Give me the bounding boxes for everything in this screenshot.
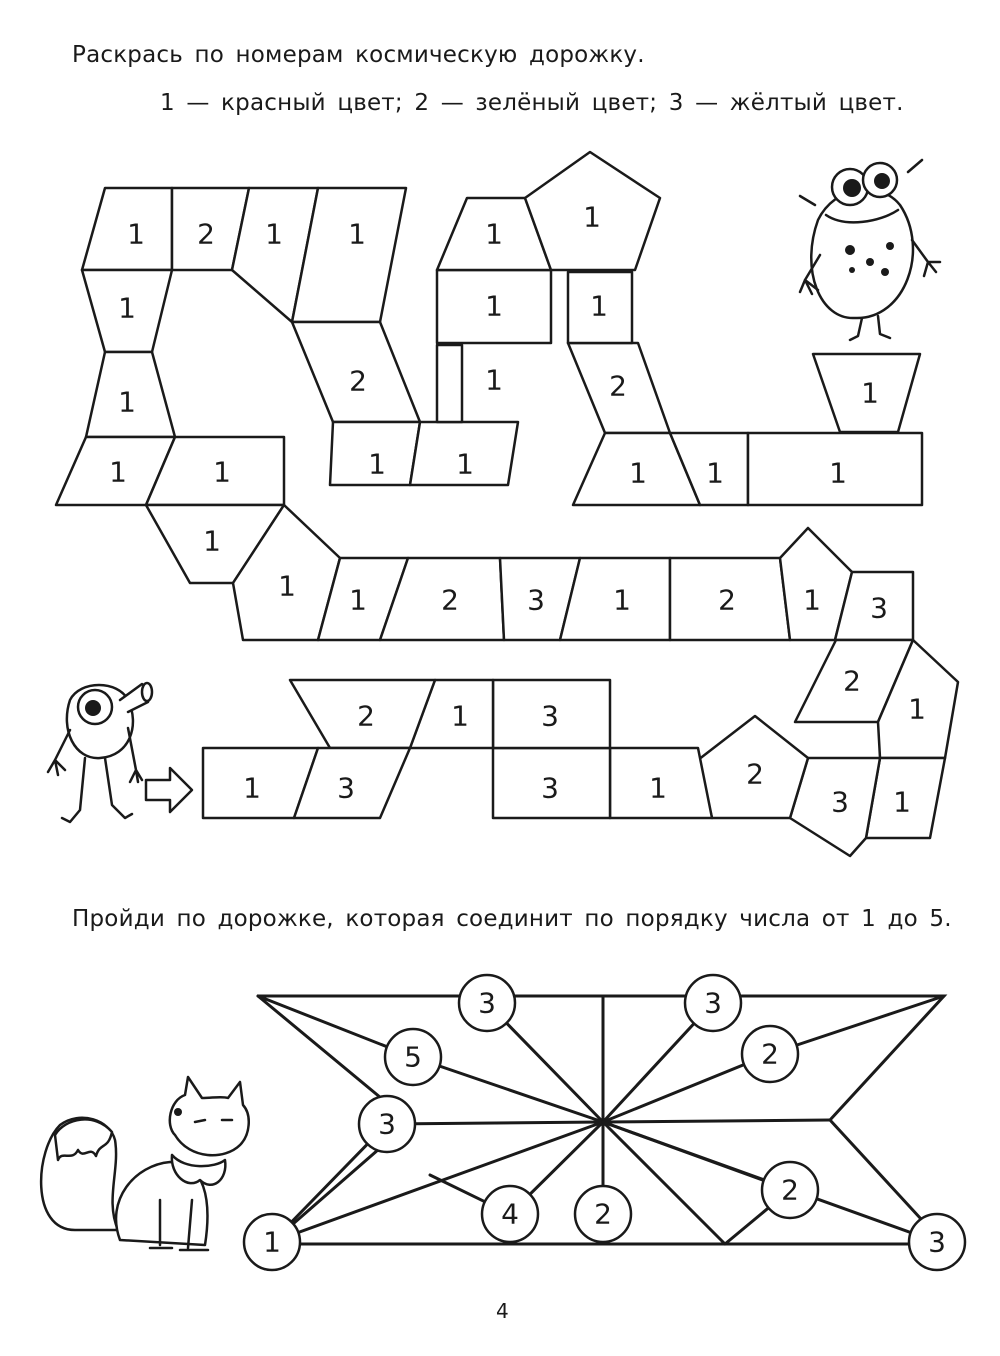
- coloring-instruction: Раскрась по номерам космическую дорожку.: [72, 42, 645, 68]
- path-cell-number: 1: [451, 699, 469, 733]
- path-cell[interactable]: [86, 352, 175, 437]
- path-cell-number: 1: [590, 289, 608, 323]
- path-cell[interactable]: [748, 433, 922, 505]
- maze-node-number: 3: [478, 986, 496, 1020]
- path-cell-number: 1: [485, 363, 503, 397]
- path-cell-number: 1: [265, 217, 283, 251]
- path-cell-number: 1: [908, 692, 926, 726]
- path-cell[interactable]: [568, 343, 670, 433]
- path-cell[interactable]: [698, 716, 808, 818]
- path-cell-number: 1: [861, 376, 879, 410]
- path-cell-number: 2: [718, 583, 736, 617]
- maze-node[interactable]: [909, 1214, 965, 1270]
- path-cell-number: 1: [368, 447, 386, 481]
- frog-alien-icon: [800, 160, 940, 340]
- path-cell-shape[interactable]: [437, 345, 462, 422]
- path-cell-number: 1: [278, 569, 296, 603]
- page-number: 4: [496, 1299, 509, 1323]
- path-cell-number: 2: [843, 664, 861, 698]
- maze-node-number: 3: [704, 986, 722, 1020]
- path-cell-number: 1: [485, 217, 503, 251]
- path-cell[interactable]: [410, 422, 518, 485]
- path-cell-number: 1: [893, 785, 911, 819]
- path-cell-number: 3: [831, 785, 849, 819]
- path-cell[interactable]: [670, 558, 790, 640]
- path-cell-number: 3: [541, 699, 559, 733]
- maze-node[interactable]: [482, 1186, 538, 1242]
- path-cell-number: 1: [213, 455, 231, 489]
- path-cell-number: 1: [348, 217, 366, 251]
- path-cell[interactable]: [290, 680, 435, 748]
- path-cell[interactable]: [292, 322, 420, 422]
- maze-node-number: 2: [761, 1037, 779, 1071]
- maze-node[interactable]: [459, 975, 515, 1031]
- path-cell-number: 1: [127, 217, 145, 251]
- one-eyed-alien-icon: [48, 683, 152, 822]
- path-cell-number: 3: [870, 591, 888, 625]
- path-cell-number: 1: [349, 583, 367, 617]
- path-cell-number: 2: [746, 757, 764, 791]
- path-cell-number: 1: [456, 447, 474, 481]
- path-cell-number: 1: [118, 385, 136, 419]
- path-cell-number: 1: [649, 771, 667, 805]
- fox-icon: [41, 1077, 249, 1250]
- path-cell[interactable]: [493, 680, 610, 748]
- start-arrow-icon: [146, 768, 192, 812]
- path-cell-number: 1: [629, 456, 647, 490]
- path-cell[interactable]: [437, 270, 551, 343]
- path-cell[interactable]: [560, 558, 670, 640]
- maze-node-number: 2: [594, 1197, 612, 1231]
- path-cell-number: 2: [197, 217, 215, 251]
- path-cell[interactable]: [610, 748, 712, 818]
- path-cell-number: 1: [485, 289, 503, 323]
- path-cell-number: 3: [527, 583, 545, 617]
- path-cell[interactable]: [525, 152, 660, 270]
- maze-node[interactable]: [359, 1096, 415, 1152]
- maze-instruction: Пройди по дорожке, которая соединит по порядку числа от 1 до 5.: [72, 906, 952, 932]
- path-cell-number: 2: [441, 583, 459, 617]
- maze-node[interactable]: [575, 1186, 631, 1242]
- maze-node-number: 1: [263, 1225, 281, 1259]
- path-cell-number: 1: [243, 771, 261, 805]
- path-cell[interactable]: [568, 272, 632, 343]
- maze-node[interactable]: [742, 1026, 798, 1082]
- maze-node[interactable]: [385, 1029, 441, 1085]
- path-cell-number: 1: [613, 583, 631, 617]
- maze-node[interactable]: [685, 975, 741, 1031]
- path-cell-number: 1: [118, 291, 136, 325]
- path-cell-number: 2: [609, 369, 627, 403]
- path-cell-number: 1: [829, 456, 847, 490]
- maze-node[interactable]: [762, 1162, 818, 1218]
- path-cell[interactable]: [330, 422, 420, 485]
- path-cell-number: 2: [357, 699, 375, 733]
- color-key: 1 — красный цвет; 2 — зелёный цвет; 3 — жёлтый цвет.: [160, 90, 904, 116]
- maze-node-number: 3: [378, 1107, 396, 1141]
- path-cell[interactable]: [82, 270, 172, 352]
- path-cell[interactable]: [813, 354, 920, 432]
- path-cell-number: 3: [541, 771, 559, 805]
- path-cell[interactable]: [82, 188, 172, 270]
- path-cell-number: 1: [803, 583, 821, 617]
- path-cell[interactable]: [493, 748, 610, 818]
- path-cell-number: 3: [337, 771, 355, 805]
- maze-node-number: 4: [501, 1197, 519, 1231]
- maze-node-number: 2: [781, 1173, 799, 1207]
- maze-node[interactable]: [244, 1214, 300, 1270]
- path-cell-number: 1: [706, 456, 724, 490]
- path-cell[interactable]: [437, 345, 503, 422]
- path-cell-number: 1: [203, 524, 221, 558]
- path-cell-number: 1: [109, 455, 127, 489]
- path-cell-number: 2: [349, 364, 367, 398]
- maze-node-number: 5: [404, 1040, 422, 1074]
- path-cell-number: 1: [583, 200, 601, 234]
- maze-node-number: 3: [928, 1225, 946, 1259]
